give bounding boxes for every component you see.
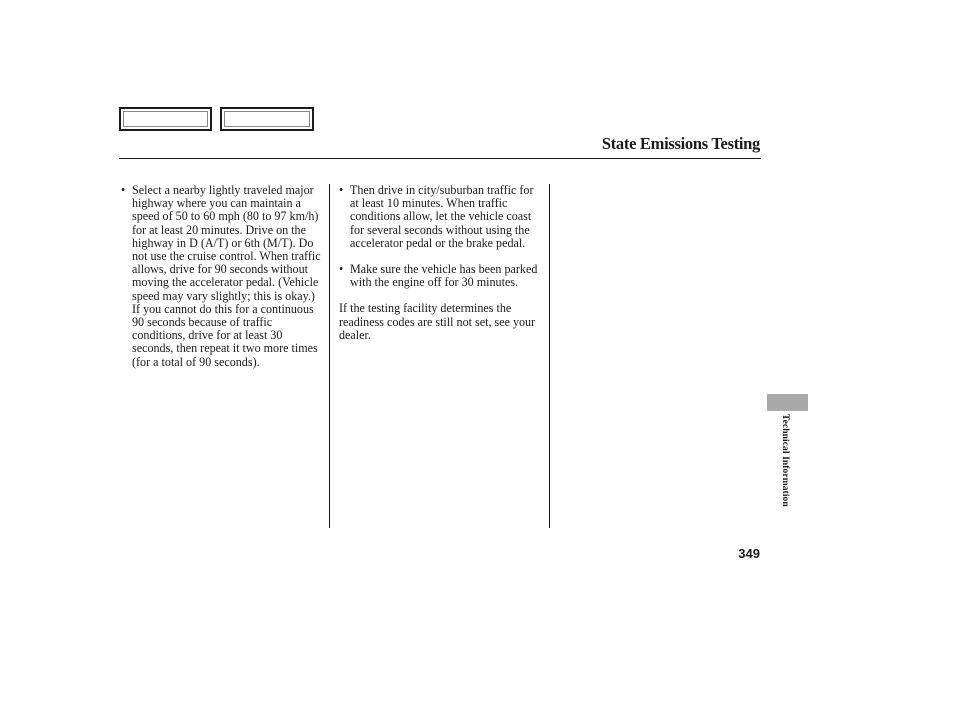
text-column-middle — [339, 184, 539, 342]
section-tab-label: Technical Information — [780, 414, 790, 507]
body-paragraph: If the testing facility determines the readiness codes are still not set, see your dealer. — [339, 301, 536, 342]
title-rule — [119, 158, 761, 159]
list-item — [339, 184, 539, 250]
bullet-text: Select a nearby lightly traveled major highway where you can maintain a speed of 50 to 60 mph (80 to 97 km/h) for at least 20 minutes. Drive on the highway in D (A/T) or 6th (M/T). Do not use the cruise control. When traffic allows, drive for 90 seconds without moving the accelerator pedal. (Vehicle speed may vary slightly; this is okay.) If you cannot do this for a continuous 90 seconds because of traffic conditions, drive for at least 30 seconds, then repeat it two more times (for a total of 90 seconds). — [132, 183, 321, 369]
page-title: State Emissions Testing — [601, 134, 760, 153]
bullet-icon: • — [339, 262, 344, 277]
bullet-text: Then drive in city/suburban traffic for at least 10 minutes. When traffic conditions allow, let the vehicle coast for several seconds without using the accelerator pedal or the brake pedal. — [350, 183, 534, 250]
column-divider — [329, 184, 330, 528]
list-item — [121, 184, 325, 369]
column-divider — [549, 184, 550, 528]
list-item — [339, 263, 539, 289]
bullet-icon: • — [121, 183, 126, 197]
page-number: 349 — [738, 546, 760, 561]
nav-box-previous[interactable] — [119, 107, 212, 131]
bullet-icon: • — [339, 183, 344, 197]
nav-box-next[interactable] — [220, 107, 314, 131]
text-column-left — [121, 184, 325, 382]
section-tab-marker[interactable] — [767, 394, 808, 411]
bullet-text: Make sure the vehicle has been parked with the engine off for 30 minutes. — [350, 262, 538, 290]
